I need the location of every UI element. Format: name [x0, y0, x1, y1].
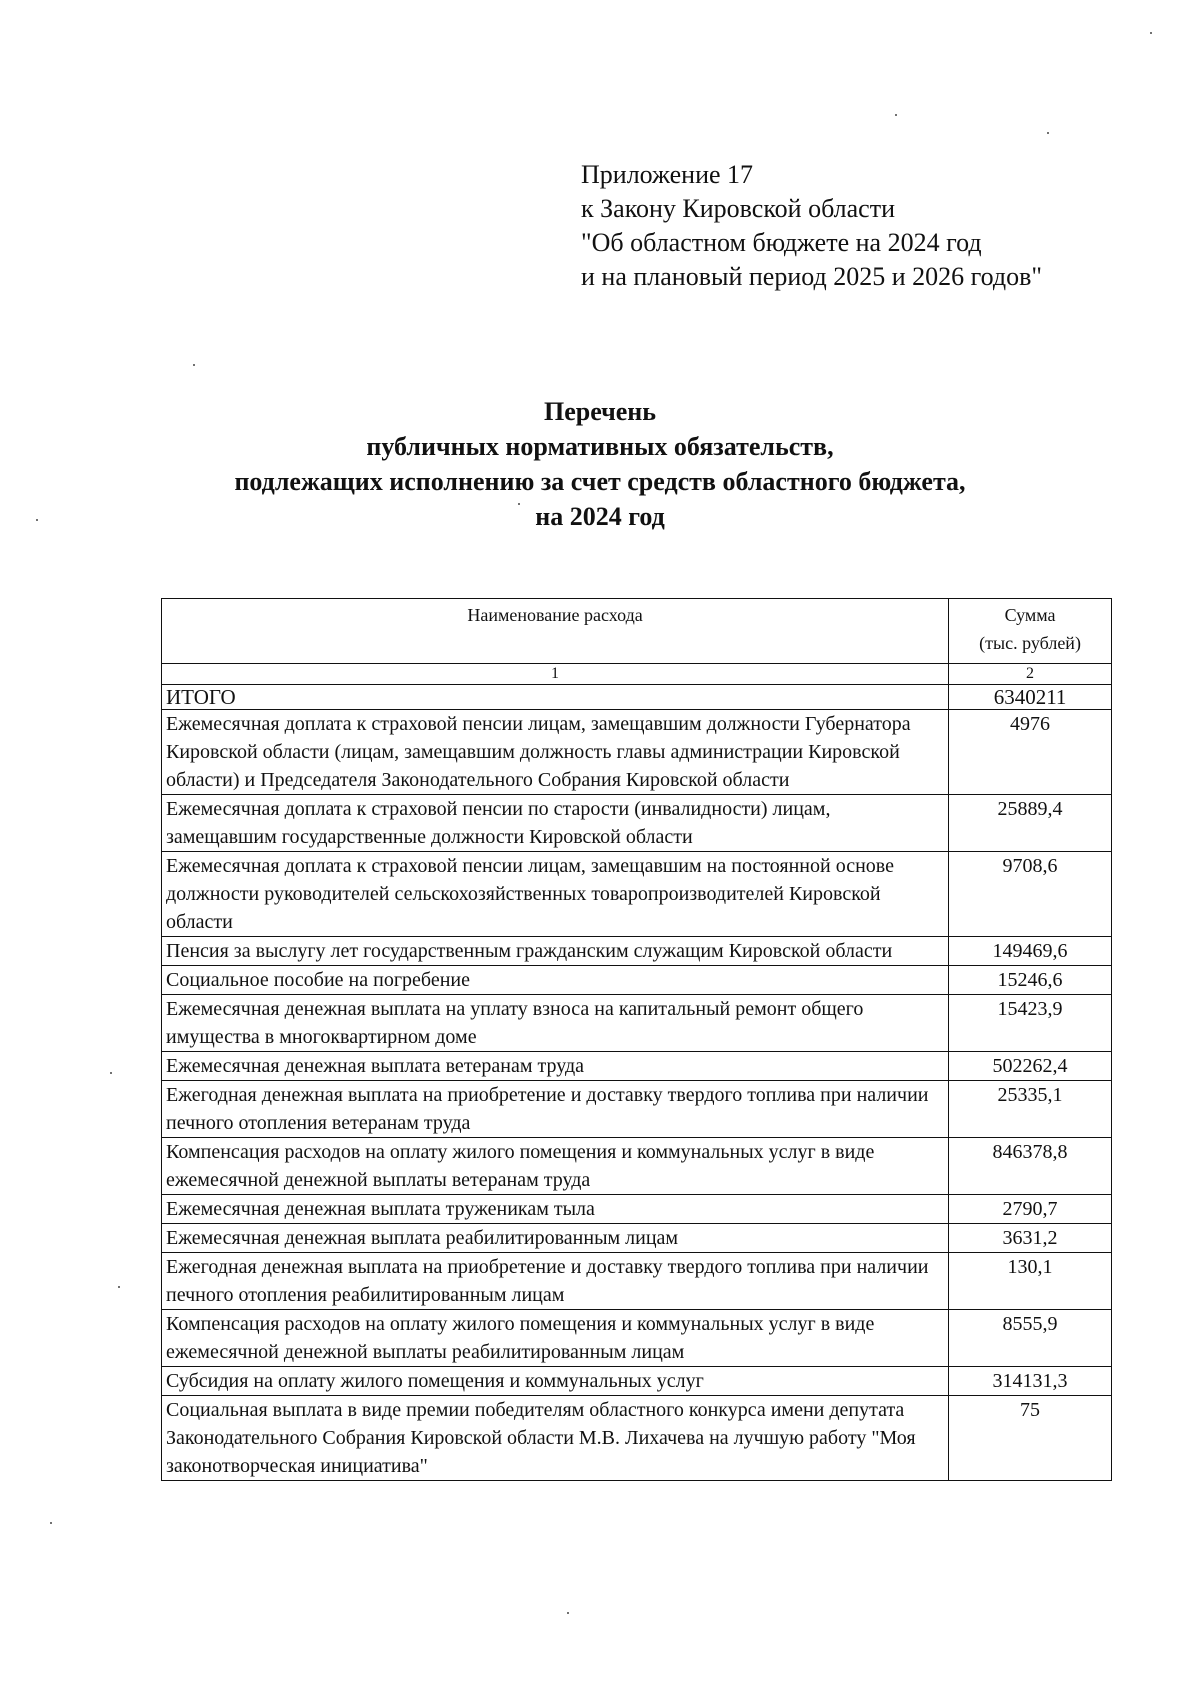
appendix-line-2: к Закону Кировской области: [581, 194, 895, 223]
total-row: [162, 685, 1112, 710]
expense-name-cell: Ежегодная денежная выплата на приобретение и доставку твердого топлива при наличии печного отопления ветеранам труда: [162, 1081, 949, 1138]
table-row: [162, 995, 1112, 1052]
expense-name-cell: Социальная выплата в виде премии победителям областного конкурса имени депутата Законодательного Собрания Кировской области М.В. Лихачева на лучшую работу "Моя законотворческая инициатива": [162, 1396, 949, 1481]
title-line-4: на 2024 год: [535, 502, 665, 531]
scan-speck: [110, 1072, 112, 1074]
table-row: [162, 1310, 1112, 1367]
table-row: [162, 966, 1112, 995]
obligations-table: [161, 598, 1112, 1481]
column-number-2: 2: [949, 664, 1112, 685]
expense-name-cell: Ежемесячная доплата к страховой пенсии лицам, замещавшим на постоянной основе должности руководителей сельскохозяйственных товаропроизводителей Кировской области: [162, 852, 949, 937]
scan-speck: [118, 1286, 120, 1288]
expense-name-cell: Ежемесячная денежная выплата реабилитированным лицам: [162, 1224, 949, 1253]
scan-speck: [1150, 32, 1152, 34]
header-sum-line-1: Сумма: [1004, 605, 1056, 625]
table-header-row: [162, 599, 1112, 664]
expense-name-cell: Социальное пособие на погребение: [162, 966, 949, 995]
table-row: [162, 1396, 1112, 1481]
table-body: [162, 599, 1112, 1481]
table-row: [162, 1195, 1112, 1224]
scan-speck: [36, 519, 38, 521]
expense-name-cell: Ежемесячная денежная выплата на уплату взноса на капитальный ремонт общего имущества в многоквартирном доме: [162, 995, 949, 1052]
title-line-1: Перечень: [543, 397, 657, 426]
amount-cell: 314131,3: [949, 1367, 1112, 1396]
amount-cell: 2790,7: [949, 1195, 1112, 1224]
column-number-row: [162, 664, 1112, 685]
amount-cell: 15246,6: [949, 966, 1112, 995]
table-row: [162, 1081, 1112, 1138]
amount-cell: 4976: [949, 710, 1112, 795]
expense-name-cell: Пенсия за выслугу лет государственным гражданским служащим Кировской области: [162, 937, 949, 966]
appendix-line-1: Приложение 17: [581, 160, 754, 189]
expense-name-cell: Ежегодная денежная выплата на приобретение и доставку твердого топлива при наличии печного отопления реабилитированным лицам: [162, 1253, 949, 1310]
amount-cell: 8555,9: [949, 1310, 1112, 1367]
expense-name-cell: Компенсация расходов на оплату жилого помещения и коммунальных услуг в виде ежемесячной денежной выплаты ветеранам труда: [162, 1138, 949, 1195]
scan-speck: [518, 503, 520, 505]
column-number-1: 1: [162, 664, 949, 685]
scan-speck: [567, 1612, 569, 1614]
total-label: ИТОГО: [162, 685, 949, 710]
expense-name-cell: Ежемесячная доплата к страховой пенсии по старости (инвалидности) лицам, замещавшим государственные должности Кировской области: [162, 795, 949, 852]
table-row: [162, 1224, 1112, 1253]
expense-name-cell: Ежемесячная денежная выплата труженикам тыла: [162, 1195, 949, 1224]
scan-speck: [50, 1522, 52, 1524]
scan-speck: [193, 364, 195, 366]
amount-cell: 846378,8: [949, 1138, 1112, 1195]
title-line-3: подлежащих исполнению за счет средств областного бюджета,: [234, 467, 966, 496]
header-sum-cell: [949, 599, 1112, 664]
amount-cell: 15423,9: [949, 995, 1112, 1052]
table-row: [162, 1052, 1112, 1081]
amount-cell: 9708,6: [949, 852, 1112, 937]
table-row: [162, 1253, 1112, 1310]
table-row: [162, 1367, 1112, 1396]
scan-speck: [895, 114, 897, 116]
table-row: [162, 795, 1112, 852]
expense-name-cell: Компенсация расходов на оплату жилого помещения и коммунальных услуг в виде ежемесячной денежной выплаты реабилитированным лицам: [162, 1310, 949, 1367]
amount-cell: 25889,4: [949, 795, 1112, 852]
expense-name-cell: Ежемесячная доплата к страховой пенсии лицам, замещавшим должности Губернатора Кировской области (лицам, замещавшим должность главы администрации Кировской области) и Председателя Законодательного Собрания Кировской области: [162, 710, 949, 795]
appendix-line-4: и на плановый период 2025 и 2026 годов": [581, 262, 1043, 291]
amount-cell: 3631,2: [949, 1224, 1112, 1253]
scan-speck: [1047, 132, 1049, 134]
amount-cell: 75: [949, 1396, 1112, 1481]
header-sum-line-2: (тыс. рублей): [979, 633, 1081, 653]
amount-cell: 130,1: [949, 1253, 1112, 1310]
expense-name-cell: Ежемесячная денежная выплата ветеранам труда: [162, 1052, 949, 1081]
amount-cell: 502262,4: [949, 1052, 1112, 1081]
table-row: [162, 937, 1112, 966]
total-value: 6340211: [949, 685, 1112, 710]
appendix-line-3: "Об областном бюджете на 2024 год: [581, 228, 982, 257]
table-row: [162, 852, 1112, 937]
title-line-2: публичных нормативных обязательств,: [366, 432, 834, 461]
appendix-reference: [581, 158, 1042, 294]
table-row: [162, 710, 1112, 795]
amount-cell: 149469,6: [949, 937, 1112, 966]
amount-cell: 25335,1: [949, 1081, 1112, 1138]
table-row: [162, 1138, 1112, 1195]
document-title: [0, 394, 1200, 534]
expense-name-cell: Субсидия на оплату жилого помещения и коммунальных услуг: [162, 1367, 949, 1396]
header-name-cell: Наименование расхода: [162, 599, 949, 664]
